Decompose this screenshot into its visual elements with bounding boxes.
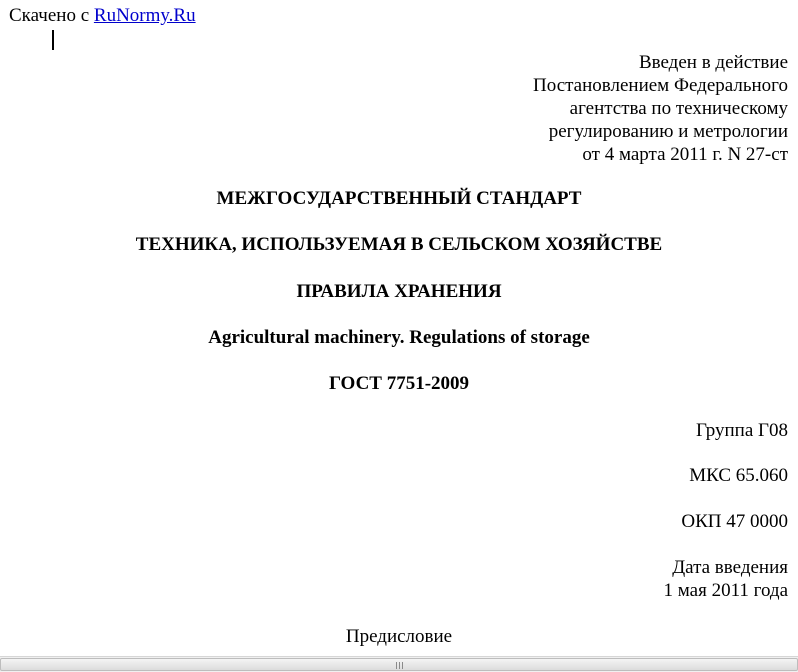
standard-title-english: Agricultural machinery. Regulations of storage xyxy=(208,327,590,348)
text-cursor xyxy=(52,30,54,50)
scroll-grip-icon xyxy=(395,662,405,669)
horizontal-scrollbar[interactable] xyxy=(0,656,798,672)
enactment-line: агентства по техническому xyxy=(569,98,788,119)
classification-mks: МКС 65.060 xyxy=(689,465,788,486)
introduction-date: 1 мая 2011 года xyxy=(663,580,788,601)
foreword-title: Предисловие xyxy=(345,626,453,647)
enactment-line: от 4 марта 2011 г. N 27-ст xyxy=(582,144,788,165)
source-line xyxy=(9,5,196,27)
standard-subtitle: ПРАВИЛА ХРАНЕНИЯ xyxy=(296,281,502,302)
enactment-line: Постановлением Федерального xyxy=(533,75,788,96)
source-prefix: Скачено с xyxy=(9,5,94,26)
introduction-label: Дата введения xyxy=(672,557,788,578)
scrollbar-thumb[interactable] xyxy=(0,658,798,671)
classification-okp: ОКП 47 0000 xyxy=(681,511,788,532)
source-link[interactable]: RuNormy.Ru xyxy=(93,5,196,26)
classification-group: Группа Г08 xyxy=(695,420,788,441)
standard-title: ТЕХНИКА, ИСПОЛЬЗУЕМАЯ В СЕЛЬСКОМ ХОЗЯЙСТВЕ xyxy=(135,234,663,255)
standard-type: МЕЖГОСУДАРСТВЕННЫЙ СТАНДАРТ xyxy=(216,188,582,209)
standard-code: ГОСТ 7751-2009 xyxy=(328,373,470,394)
enactment-line: регулированию и метрологии xyxy=(548,121,788,142)
enactment-block xyxy=(533,51,788,166)
enactment-line: Введен в действие xyxy=(638,52,788,73)
